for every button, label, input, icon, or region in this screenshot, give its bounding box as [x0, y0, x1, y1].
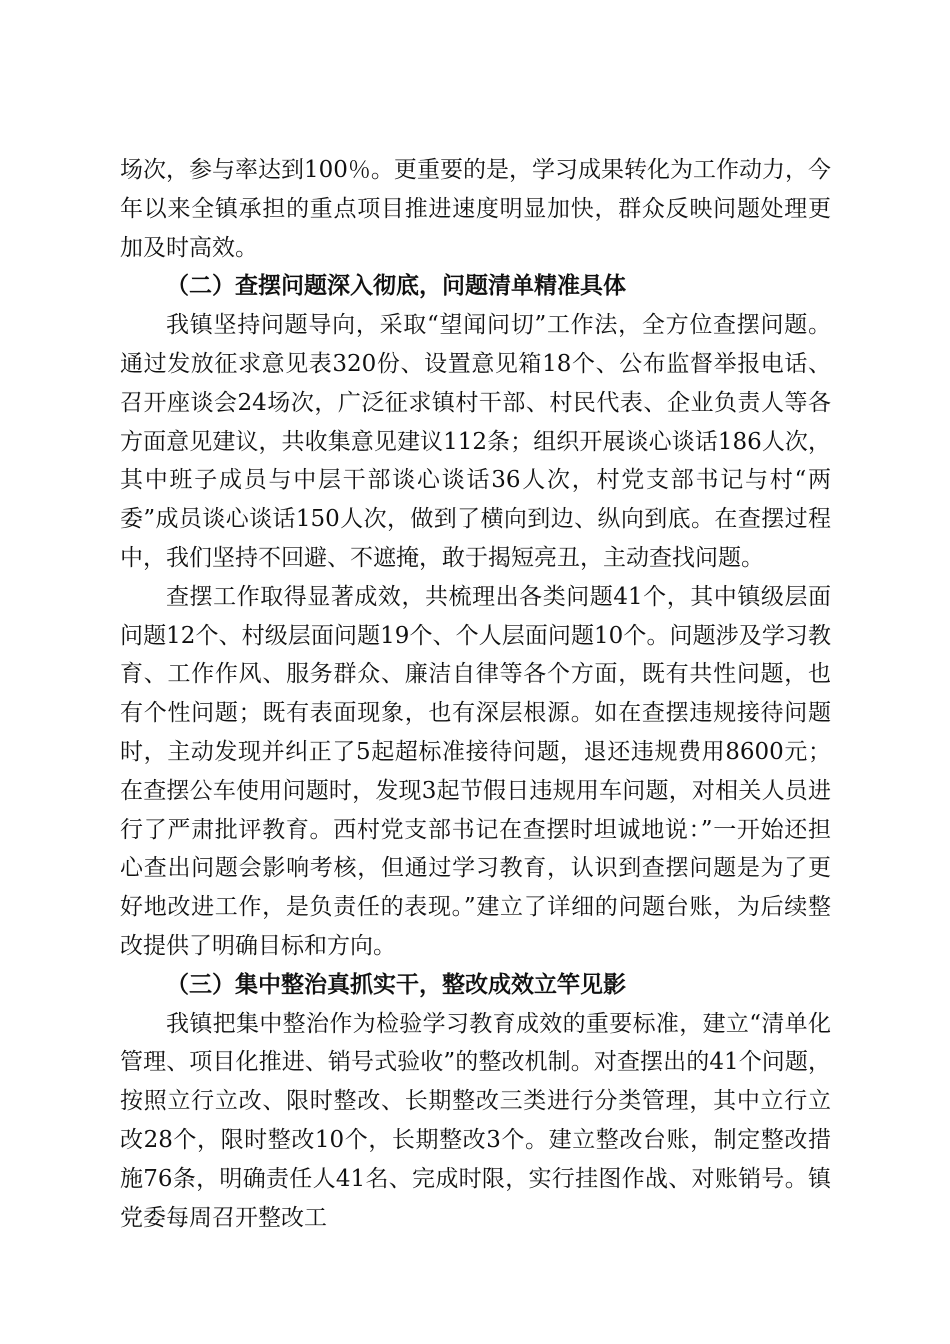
paragraph-rectification: 我镇把集中整治作为检验学习教育成效的重要标准，建立“清单化管理、项目化推进、销号式验收”的整改机制。对查摆出的41个问题，按照立行立改、限时整改、长期整改三类进行分类管理，其中立行立改28个，限时整改10个，长期整改3个。建立整改台账，制定整改措施76条，明确责任人41名、完成时限，实行挂图作战、对账销号。镇党委每周召开整改工: [120, 1010, 831, 1231]
section-heading-3: （三）集中整治真抓实干，整改成效立竿见影: [166, 970, 626, 998]
paragraph-continuation: 场次，参与率达到100％。更重要的是，学习成果转化为工作动力，今年以来全镇承担的重点项目推进速度明显加快，群众反映问题处理更加及时高效。: [120, 157, 831, 261]
section-heading-2: （二）查摆问题深入彻底，问题清单精准具体: [166, 272, 626, 300]
document-body: [120, 151, 831, 1237]
paragraph-problem-finding: 我镇坚持问题导向，采取“望闻问切”工作法，全方位查摆问题。通过发放征求意见表320份、设置意见箱18个、公布监督举报电话、召开座谈会24场次，广泛征求镇村干部、村民代表、企业负责人等各方面意见建议，共收集意见建议112条；组织开展谈心谈话186人次，其中班子成员与中层干部谈心谈话36人次，村党支部书记与村“两委”成员谈心谈话150人次，做到了横向到边、纵向到底。在查摆过程中，我们坚持不回避、不遮掩，敢于揭短亮丑，主动查找问题。: [120, 312, 831, 571]
paragraph-problem-results: 查摆工作取得显著成效，共梳理出各类问题41个，其中镇级层面问题12个、村级层面问题19个、个人层面问题10个。问题涉及学习教育、工作作风、服务群众、廉洁自律等各个方面，既有共性问题，也有个性问题；既有表面现象，也有深层根源。如在查摆违规接待问题时，主动发现并纠正了5起超标准接待问题，退还违规费用8600元；在查摆公车使用问题时，发现3起节假日违规用车问题，对相关人员进行了严肃批评教育。西村党支部书记在查摆时坦诚地说：”一开始还担心查出问题会影响考核，但通过学习教育，认识到查摆问题是为了更好地改进工作，是负责任的表现。”建立了详细的问题台账，为后续整改提供了明确目标和方向。: [120, 583, 831, 959]
